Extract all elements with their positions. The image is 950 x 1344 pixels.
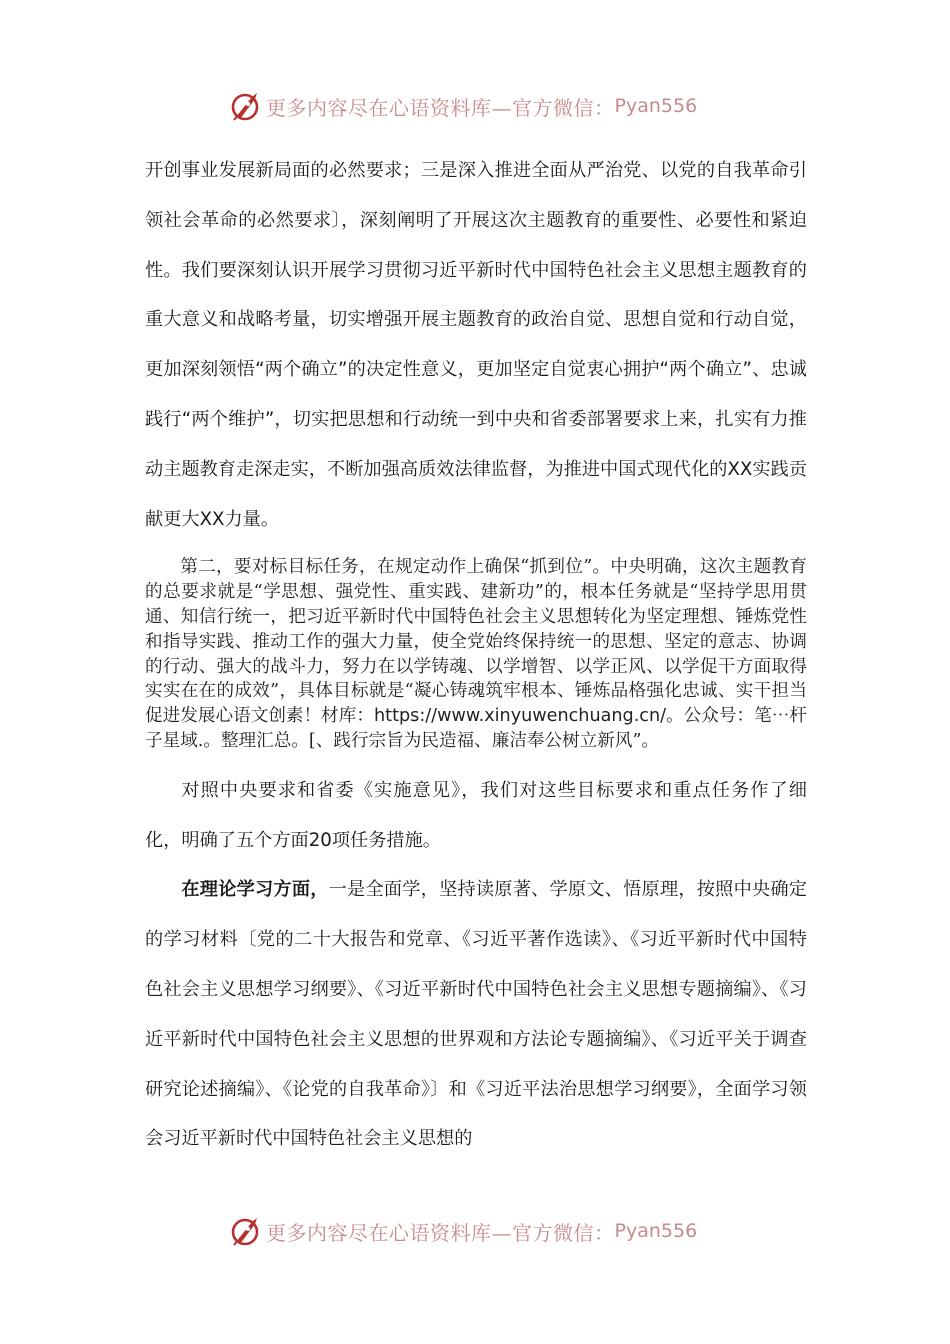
footer-banner-text: 更多内容尽在心语资料库—官方微信： [266,1220,615,1245]
footer-banner-id: Pyan556 [614,1220,698,1242]
document-body [145,146,807,1164]
paragraph-2-text-b: 。公众号：笔⋯杆子星域.。整理汇总。[、践行宗旨为民造福、廉洁奉公树立新风”。 [145,706,807,751]
paragraph-2-text-a: 第二，要对标目标任务，在规定动作上确保“抓到位”。中央明确，这次主题教育的总要求就是“学思想、强党性、重实践、建新功”的，根本任务就是“坚持学思用贯通、知信行统一，把习近平新时代中国特色社会主义思想转化为坚定理想、锤炼党性和指导实践、推动工作的强大力量，使全党始终保持统一的思想、坚定的意志、协调的行动、强大的战斗力，努力在以学铸魂、以学增智、以学正风、以学促干方面取得实实在在的成效”，具体目标就是“凝心铸魂筑牢根本、锤炼品格强化忠诚、实干担当促进发展心语文创素！材库： [145,557,807,727]
header-banner-text: 更多内容尽在心语资料库—官方微信： [266,95,615,120]
header-banner-id: Pyan556 [614,95,698,117]
paragraph-4-lead: 在理论学习方面， [181,879,329,901]
header-banner [228,86,697,126]
pen-nib-logo-icon [228,1214,262,1248]
paragraph-2-url: https://www.xinyuwenchuang.cn/ [374,706,667,727]
paragraph-2 [145,555,807,753]
paragraph-4 [145,865,807,1164]
paragraph-1: 开创事业发展新局面的必然要求；三是深入推进全面从严治党、以党的自我革命引领社会革命的必然要求〕，深刻阐明了开展这次主题教育的重要性、必要性和紧迫性。我们要深刻认识开展学习贯彻习近平新时代中国特色社会主义思想主题教育的重大意义和战略考量，切实增强开展主题教育的政治自觉、思想自觉和行动自觉，更加深刻领悟“两个确立”的决定性意义，更加坚定自觉衷心拥护“两个确立”、忠诚践行“两个维护”，切实把思想和行动统一到中央和省委部署要求上来，扎实有力推动主题教育走深走实，不断加强高质效法律监督，为推进中国式现代化的XX实践贡献更大XX力量。 [145,160,807,530]
paragraph-4-text: 一是全面学，坚持读原著、学原文、悟原理，按照中央确定的学习材料〔党的二十大报告和党章、《习近平著作选读》、《习近平新时代中国特色社会主义思想学习纲要》、《习近平新时代中国特色社会主义思想专题摘编》、《习近平新时代中国特色社会主义思想的世界观和方法论专题摘编》、《习近平关于调查研究论述摘编》、《论党的自我革命》〕和《习近平法治思想学习纲要》，全面学习领会习近平新时代中国特色社会主义思想的 [145,879,807,1150]
paragraph-3: 对照中央要求和省委《实施意见》，我们对这些目标要求和重点任务作了细化，明确了五个方面20项任务措施。 [145,779,807,851]
footer-banner [228,1211,697,1251]
pen-nib-logo-icon [228,89,262,123]
